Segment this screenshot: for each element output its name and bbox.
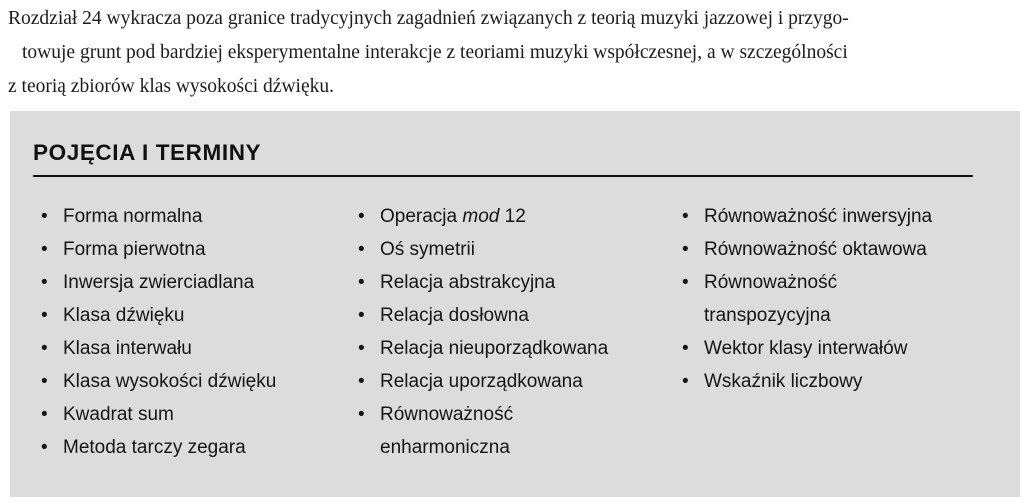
term-item xyxy=(682,365,932,398)
bullet-icon: • xyxy=(358,371,365,392)
term-label-prefix: Operacja xyxy=(380,206,463,227)
intro-line-3: z teorią zbiorów klas wysokości dźwięku. xyxy=(8,76,334,97)
bullet-icon: • xyxy=(358,404,365,425)
term-label: Relacja nieuporządkowana xyxy=(380,338,609,359)
intro-paragraph xyxy=(8,2,1018,104)
bullet-icon: • xyxy=(358,272,365,293)
term-item xyxy=(41,332,276,365)
term-label: Oś symetrii xyxy=(380,239,475,260)
bullet-icon: • xyxy=(682,206,689,227)
term-item xyxy=(41,200,276,233)
bullet-icon: • xyxy=(41,404,48,425)
term-label-line-2: transpozycyjna xyxy=(704,305,831,326)
term-item xyxy=(682,266,932,332)
term-item xyxy=(41,266,276,299)
term-label: Metoda tarczy zegara xyxy=(63,437,246,458)
term-label-line-2: enharmoniczna xyxy=(380,437,510,458)
term-label: Wskaźnik liczbowy xyxy=(704,371,863,392)
term-item xyxy=(682,233,932,266)
term-label: Klasa interwału xyxy=(63,338,192,359)
term-label: Relacja dosłowna xyxy=(380,305,529,326)
bullet-icon: • xyxy=(41,305,48,326)
term-item xyxy=(41,233,276,266)
term-item xyxy=(358,200,608,233)
bullet-icon: • xyxy=(682,338,689,359)
terms-box-title: POJĘCIA I TERMINY xyxy=(33,140,262,165)
term-label: Klasa dźwięku xyxy=(63,305,185,326)
term-item xyxy=(358,365,608,398)
term-label: Relacja abstrakcyjna xyxy=(380,272,556,293)
term-item xyxy=(41,398,276,431)
intro-line-2: towuje grunt pod bardziej eksperymentalne interakcje z teoriami muzyki współczesnej, a w szczególności xyxy=(22,42,848,63)
term-label-line-1: Równoważność xyxy=(380,404,514,425)
intro-line-1: Rozdział 24 wykracza poza granice tradycyjnych zagadnień związanych z teorią muzyki jazzowej i przygo- xyxy=(8,8,849,29)
term-label: Kwadrat sum xyxy=(63,404,174,425)
term-label: Równoważność inwersyjna xyxy=(704,206,933,227)
bullet-icon: • xyxy=(41,206,48,227)
term-label: Forma pierwotna xyxy=(63,239,206,260)
term-label-suffix: 12 xyxy=(499,206,526,227)
term-label: Inwersja zwierciadlana xyxy=(63,272,255,293)
terms-column-1 xyxy=(41,200,276,464)
bullet-icon: • xyxy=(358,206,365,227)
term-item xyxy=(682,200,932,233)
term-item xyxy=(358,332,608,365)
term-item xyxy=(41,365,276,398)
bullet-icon: • xyxy=(41,437,48,458)
term-label-italic: mod xyxy=(462,206,500,227)
term-label: Klasa wysokości dźwięku xyxy=(63,371,277,392)
term-label: Relacja uporządkowana xyxy=(380,371,583,392)
bullet-icon: • xyxy=(682,239,689,260)
term-item xyxy=(41,299,276,332)
term-item xyxy=(358,299,608,332)
bullet-icon: • xyxy=(358,239,365,260)
bullet-icon: • xyxy=(41,239,48,260)
bullet-icon: • xyxy=(41,371,48,392)
terms-column-2 xyxy=(358,200,608,464)
bullet-icon: • xyxy=(41,272,48,293)
term-label: Równoważność oktawowa xyxy=(704,239,927,260)
bullet-icon: • xyxy=(682,371,689,392)
term-label: Wektor klasy interwałów xyxy=(704,338,908,359)
title-rule xyxy=(33,175,973,177)
term-label-line-1: Równoważność xyxy=(704,272,838,293)
bullet-icon: • xyxy=(682,272,689,293)
term-item xyxy=(682,332,932,365)
term-item xyxy=(358,398,608,464)
bullet-icon: • xyxy=(358,305,365,326)
bullet-icon: • xyxy=(41,338,48,359)
bullet-icon: • xyxy=(358,338,365,359)
term-label: Forma normalna xyxy=(63,206,203,227)
term-item xyxy=(358,266,608,299)
terms-column-3 xyxy=(682,200,932,398)
term-item xyxy=(41,431,276,464)
term-item xyxy=(358,233,608,266)
